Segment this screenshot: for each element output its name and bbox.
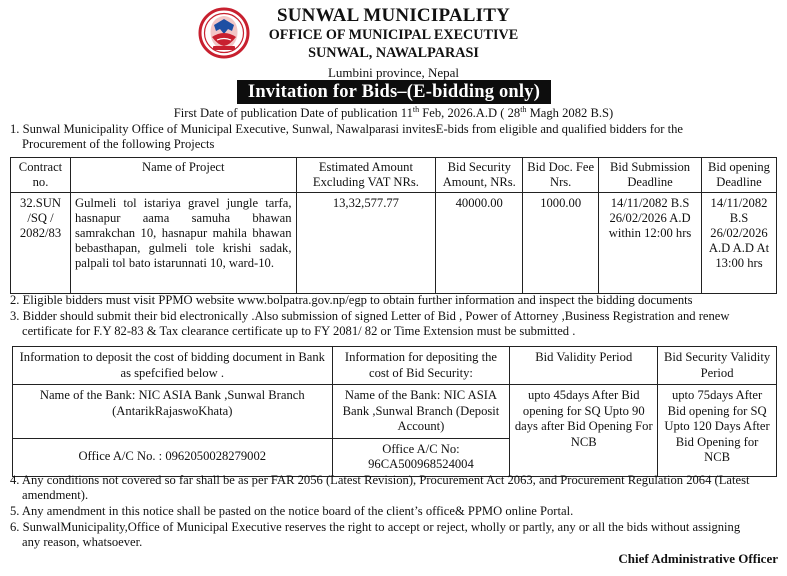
cell-bid-validity: upto 45days After Bid opening for SQ Upto 90 days after Bid Opening For NCB xyxy=(510,385,658,477)
header-submission-deadline: Bid Submission Deadline xyxy=(599,158,702,193)
clause-3: 3. Bidder should submit their bid electronically .Also submission of signed Letter of Bid , Power of Attorney ,Business Registration and renew certificate for F.Y 82-83 & Tax clearance certificate up to FY 2081/ 82 or Time Extension must be submitted . xyxy=(10,309,730,338)
table-row xyxy=(13,385,777,439)
cell-account-doc: Office A/C No. : 0962050028279002 xyxy=(13,438,333,476)
clause-4: 4. Any conditions not covered so far shall be as per FAR 2056 (Latest Revision), Procurement Act 2063, and Procurement Regulation 2064 (Latest amendment). xyxy=(10,473,750,502)
cell-doc-fee: 1000.00 xyxy=(523,193,599,294)
cell-submission-deadline: 14/11/2082 B.S 26/02/2026 A.D within 12:00 hrs xyxy=(599,193,702,294)
header-opening-deadline: Bid opening Deadline xyxy=(701,158,776,193)
header-bid-security: Bid Security Amount, NRs. xyxy=(436,158,523,193)
clause-1: 1. Sunwal Municipality Office of Municipal Executive, Sunwal, Nawalparasi invitesE-bids from eligible and qualified bidders for the Procurement of the following Projects xyxy=(10,122,684,151)
header-doc-fee: Bid Doc. Fee Nrs. xyxy=(523,158,599,193)
cell-estimated-amount: 13,32,577.77 xyxy=(296,193,436,294)
publication-date: First Date of publication Date of publication 11th Feb, 2026.A.D ( 28th Magh 2082 B.S) xyxy=(173,104,614,120)
province-line: Lumbini province, Nepal xyxy=(327,65,460,80)
cell-opening-deadline: 14/11/2082 B.S 26/02/2026 A.D A.D At 13:00 hrs xyxy=(701,193,776,294)
notice-header xyxy=(0,5,787,82)
header-contract-no: Contract no. xyxy=(11,158,71,193)
bid-table-header-row xyxy=(11,158,777,193)
clause-5: 5. Any amendment in this notice shall be pasted on the notice board of the client’s office& PPMO online Portal. xyxy=(10,504,574,518)
signature-title: Chief Administrative Officer xyxy=(618,551,778,566)
header-bid-validity: Bid Validity Period xyxy=(510,347,658,385)
header-project-name: Name of Project xyxy=(70,158,296,193)
header-bid-doc-deposit: Information to deposit the cost of bidding document in Bank as spefcified below . xyxy=(13,347,333,385)
clause-2: 2. Eligible bidders must visit PPMO website www.bolpatra.gov.np/egp to obtain further information and inspect the bidding documents xyxy=(10,293,693,307)
office-title: OFFICE OF MUNICIPAL EXECUTIVE xyxy=(268,27,519,43)
header-estimated-amount: Estimated Amount Excluding VAT NRs. xyxy=(296,158,436,193)
cell-contract-no: 32.SUN /SQ / 2082/83 xyxy=(11,193,71,294)
cell-bid-security: 40000.00 xyxy=(436,193,523,294)
bank-table-header-row xyxy=(13,347,777,385)
header-security-validity: Bid Security Validity Period xyxy=(658,347,777,385)
cell-project-name: Gulmeli tol istariya gravel jungle tarfa, hasnapur aama samuha bhawan samrakchan 10, hasnapur mahila bhawan bebasthapan, gulmeli tole krishi sadak, palpali tol bato istarunnati 10, ward-10. xyxy=(70,193,296,294)
bank-info-table xyxy=(12,346,777,477)
location-title: SUNWAL, NAWALPARASI xyxy=(308,45,479,61)
clause-6: 6. SunwalMunicipality,Office of Municipal Executive reserves the right to accept or reject, wholly or partly, any or all the bids without assigning any reason, whatsoever. xyxy=(10,520,741,549)
cell-bank-name-doc: Name of the Bank: NIC ASIA Bank ,Sunwal Branch (AntarikRajaswoKhata) xyxy=(13,385,333,439)
cell-bank-name-security: Name of the Bank: NIC ASIA Bank ,Sunwal Branch (Deposit Account) xyxy=(332,385,510,439)
cell-security-validity: upto 75days After Bid opening for SQ Upto 120 Days After Bid Opening for NCB xyxy=(658,385,777,477)
cell-account-security: Office A/C No: 96CA500968524004 xyxy=(332,438,510,476)
municipality-title: SUNWAL MUNICIPALITY xyxy=(276,5,511,26)
header-security-deposit: Information for depositing the cost of Bid Security: xyxy=(332,347,510,385)
bid-table xyxy=(10,157,777,294)
table-row xyxy=(11,193,777,294)
invitation-banner: Invitation for Bids–(E-bidding only) xyxy=(237,80,551,104)
